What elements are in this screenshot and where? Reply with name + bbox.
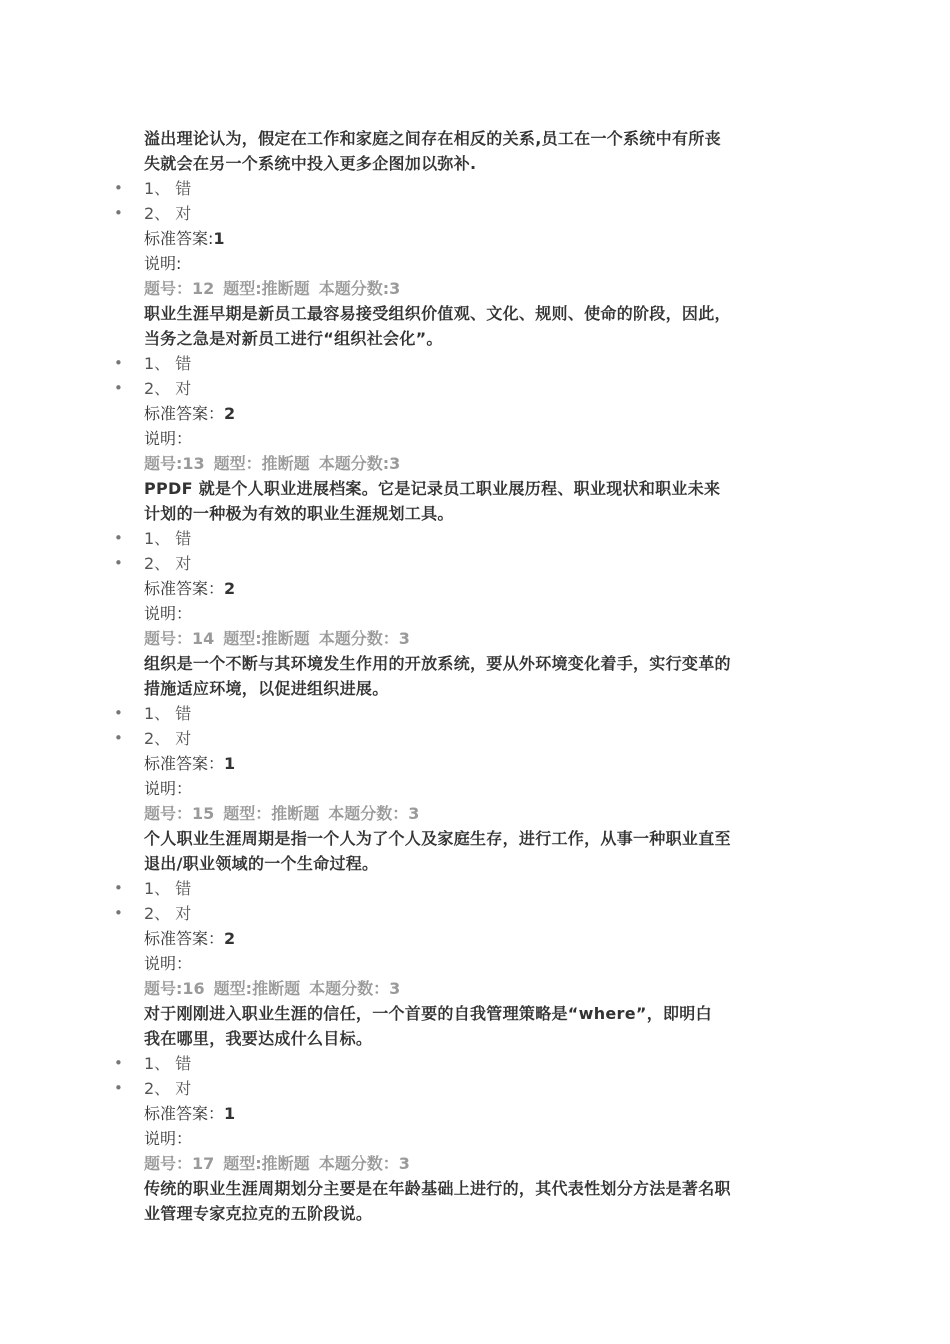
question-type: 题型:推断题 [213,979,301,998]
question-type: 题型:推断题 [223,629,310,648]
explanation-label: 说明： [144,779,193,798]
question-score: 本题分数:3 [318,279,401,298]
question-list [114,124,814,1226]
answer-value: 2 [224,579,236,598]
question-type: 题型:推断题 [223,1154,310,1173]
question-text-line: 溢出理论认为，假定在工作和家庭之间存在相反的关系,员工在一个系统中有所丧 [144,129,721,148]
question-text-line: 措施适应环境，以促进组织进展。 [144,679,389,698]
bullet-icon: • [114,554,123,572]
option-label: 1、 错 [144,529,192,548]
question-meta [144,276,814,301]
standard-answer [144,926,814,951]
answer-value: 2 [224,929,236,948]
question-number: 题号：14 [144,629,215,648]
question-text-line: 我在哪里，我要达成什么目标。 [144,1029,373,1048]
question-number: 题号：12 [144,279,215,298]
bullet-icon: • [114,529,123,547]
option-label: 2、 对 [144,1079,192,1098]
question-text-line: 职业生涯早期是新员工最容易接受组织价值观、文化、规则、使命的阶段，因此， [144,304,731,323]
answer-label: 标准答案： [144,579,225,598]
question-text-line: 传统的职业生涯周期划分主要是在年龄基础上进行的，其代表性划分方法是著名职 [144,1179,731,1198]
answer-option [114,201,814,226]
option-label: 2、 对 [144,204,192,223]
bullet-icon: • [114,879,123,897]
answer-option [114,1076,814,1101]
question-meta [144,626,814,651]
question-text-line: 退出/职业领域的一个生命过程。 [144,854,379,873]
answer-value: 1 [213,229,225,248]
question-meta [144,451,814,476]
option-label: 2、 对 [144,904,192,923]
answer-label: 标准答案： [144,754,225,773]
option-label: 2、 对 [144,554,192,573]
answer-label: 标准答案： [144,404,225,423]
question-number: 题号：15 [144,804,215,823]
answer-option [114,1051,814,1076]
standard-answer [144,401,814,426]
explanation-label: 说明： [144,604,193,623]
answer-label: 标准答案: [144,229,214,248]
option-label: 1、 错 [144,354,192,373]
answer-value: 1 [224,754,236,773]
question-score: 本题分数：3 [328,804,420,823]
answer-option [114,376,814,401]
explanation-label: 说明： [144,1129,193,1148]
answer-option [114,551,814,576]
question-meta [144,801,814,826]
option-label: 1、 错 [144,1054,192,1073]
answer-value: 2 [224,404,236,423]
answer-option [114,876,814,901]
answer-label: 标准答案： [144,929,225,948]
question-text-line: 失就会在另一个系统中投入更多企图加以弥补. [144,154,477,173]
question-text-line: 业管理专家克拉克的五阶段说。 [144,1204,373,1223]
explanation-label: 说明: [144,254,182,273]
answer-option [114,701,814,726]
question-score: 本题分数:3 [318,454,401,473]
standard-answer [144,226,814,251]
bullet-icon: • [114,704,123,722]
option-label: 1、 错 [144,879,192,898]
option-label: 2、 对 [144,729,192,748]
answer-option [114,726,814,751]
question-meta [144,976,814,1001]
option-label: 2、 对 [144,379,192,398]
answer-option [114,351,814,376]
answer-option [114,176,814,201]
question-number: 题号:16 [144,979,205,998]
question-text-line: 个人职业生涯周期是指一个人为了个人及家庭生存，进行工作，从事一种职业直至 [144,829,731,848]
explanation-label: 说明： [144,429,193,448]
question-score: 本题分数：3 [318,1154,410,1173]
option-label: 1、 错 [144,179,192,198]
standard-answer [144,751,814,776]
question-number: 题号：17 [144,1154,215,1173]
bullet-icon: • [114,904,123,922]
question-type: 题型：推断题 [223,804,320,823]
bullet-icon: • [114,179,123,197]
answer-option [114,526,814,551]
question-text-line: 对于刚刚进入职业生涯的信任，一个首要的自我管理策略是“where”，即明白 [144,1004,712,1023]
standard-answer [144,1101,814,1126]
question-type: 题型：推断题 [213,454,310,473]
explanation-label: 说明： [144,954,193,973]
option-label: 1、 错 [144,704,192,723]
question-number: 题号:13 [144,454,205,473]
bullet-icon: • [114,379,123,397]
question-meta [144,1151,814,1176]
question-text-line: 计划的一种极为有效的职业生涯规划工具。 [144,504,454,523]
question-text-line: 当务之急是对新员工进行“组织社会化”。 [144,329,443,348]
question-text-line: 组织是一个不断与其环境发生作用的开放系统，要从外环境变化着手，实行变革的 [144,654,731,673]
question-score: 本题分数：3 [309,979,401,998]
answer-label: 标准答案： [144,1104,225,1123]
standard-answer [144,576,814,601]
question-text-line: PPDF 就是个人职业进展档案。它是记录员工职业展历程、职业现状和职业未来 [144,479,721,498]
bullet-icon: • [114,354,123,372]
bullet-icon: • [114,729,123,747]
bullet-icon: • [114,204,123,222]
answer-option [114,901,814,926]
question-type: 题型:推断题 [223,279,310,298]
bullet-icon: • [114,1054,123,1072]
question-score: 本题分数：3 [318,629,410,648]
answer-value: 1 [224,1104,236,1123]
bullet-icon: • [114,1079,123,1097]
